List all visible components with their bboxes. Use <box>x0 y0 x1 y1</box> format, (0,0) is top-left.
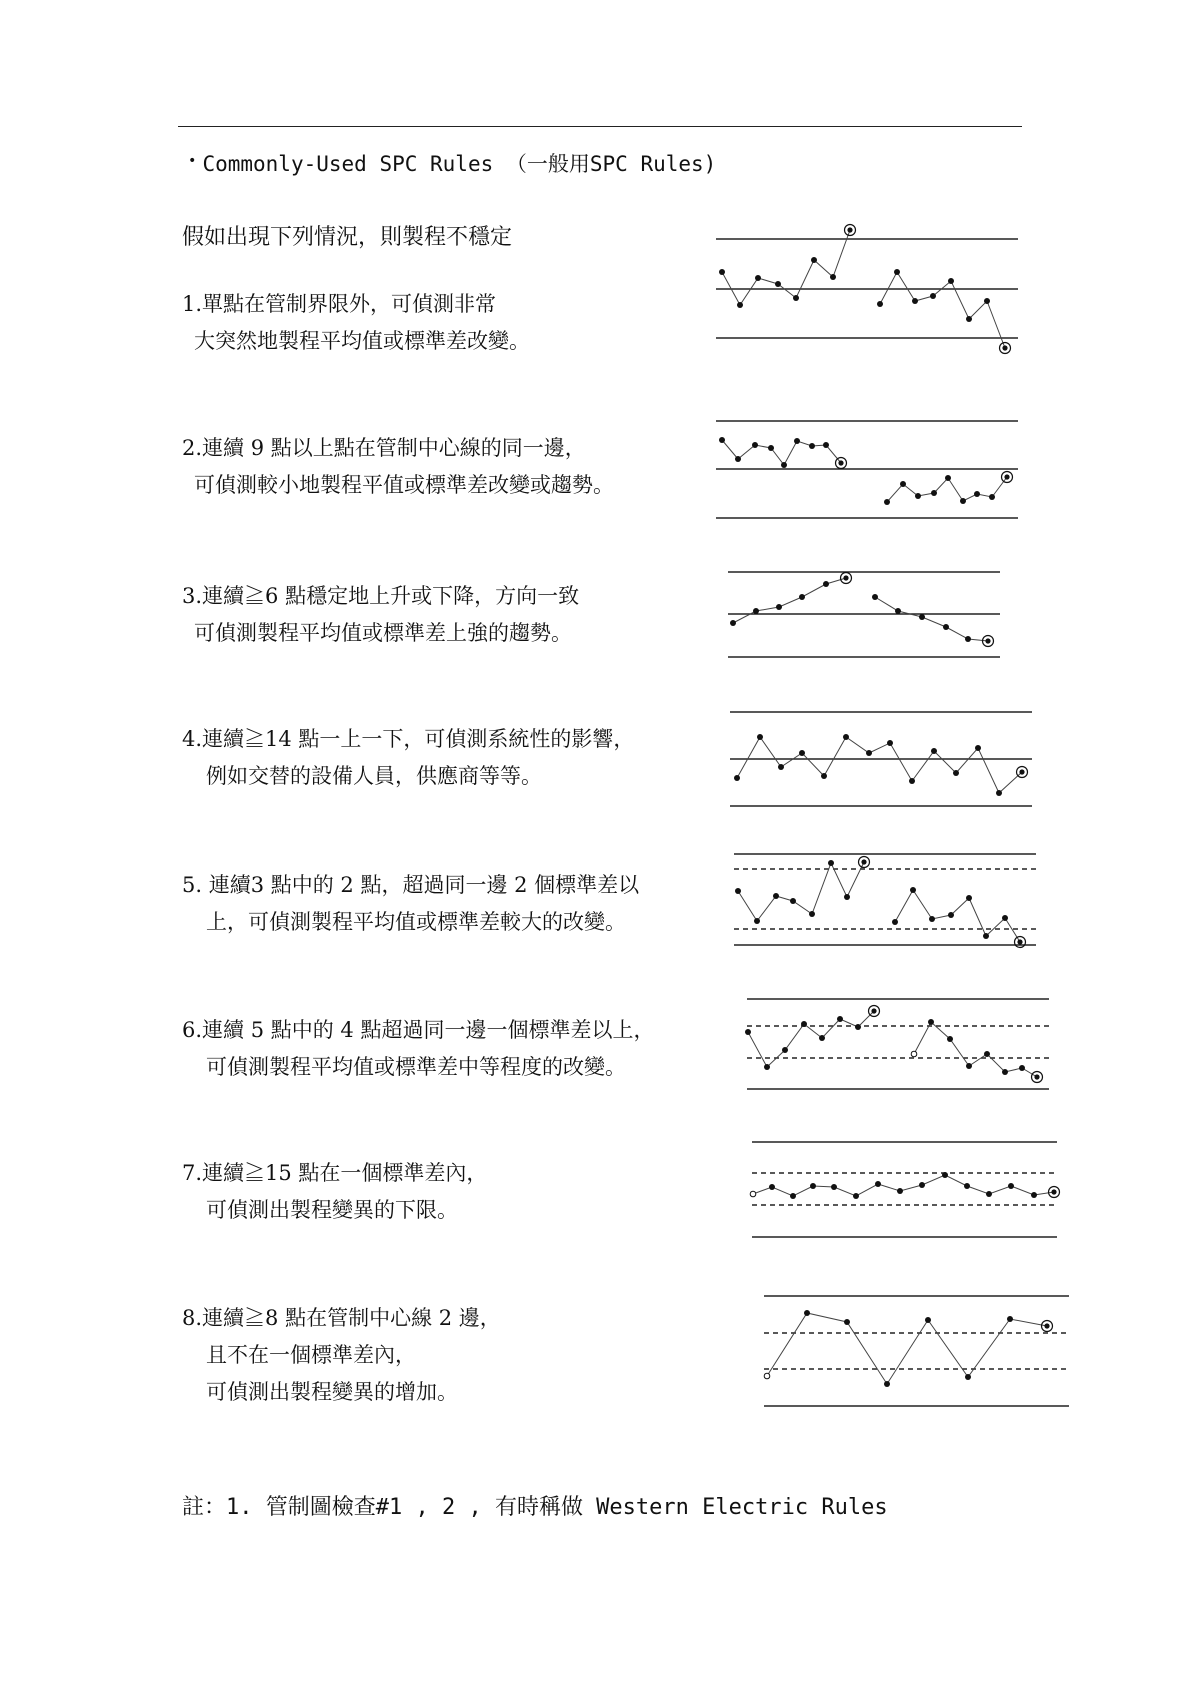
fig1-b-point <box>877 301 883 307</box>
fig2-b-point <box>884 499 890 505</box>
fig2-b-signal-ring <box>1002 472 1013 483</box>
fig6-a-point <box>855 1024 861 1030</box>
fig6-b-point <box>966 1063 972 1069</box>
fig5-b-line <box>895 890 1020 942</box>
rule-7-line1: 7.連續≧15 點在一個標準差內， <box>182 1161 488 1185</box>
fig8-point <box>844 1319 850 1325</box>
fig4-point <box>757 734 763 740</box>
fig1-a-point <box>737 302 743 308</box>
fig4-point <box>799 750 805 756</box>
fig8-line <box>767 1313 1047 1384</box>
fig3-b-signal-ring <box>983 636 994 647</box>
fig2-a-point <box>752 442 758 448</box>
fig5-a-point <box>809 911 815 917</box>
rule-8-line3: 可偵測出製程變異的增加。 <box>206 1380 458 1404</box>
fig1-b-point <box>966 316 972 322</box>
rule-8-line1: 8.連續≧8 點在管制中心線 2 邊， <box>182 1306 501 1330</box>
fig3-b-point <box>919 614 925 620</box>
fig2-a-point <box>768 445 774 451</box>
fig6-a-line <box>748 1011 874 1067</box>
fig3-a-signal-ring <box>841 573 852 584</box>
fig2-b-point <box>989 494 995 500</box>
rule-3-line1: 3.連續≧6 點穩定地上升或下降，方向一致 <box>182 584 580 608</box>
fig7-point <box>964 1183 970 1189</box>
fig7-point <box>986 1191 992 1197</box>
fig5-b-point <box>966 895 972 901</box>
fig3-a-point <box>823 581 829 587</box>
fig8-point <box>764 1373 770 1379</box>
rule-3-line2: 可偵測製程平均值或標準差上強的趨勢。 <box>194 621 572 645</box>
fig1-a-line <box>722 230 850 305</box>
fig1-b-point <box>930 293 936 299</box>
fig4-point <box>734 775 740 781</box>
fig7-point <box>750 1191 756 1197</box>
fig6-a-point <box>871 1008 876 1013</box>
fig6-b-point <box>911 1051 917 1057</box>
fig4-point <box>909 778 915 784</box>
fig5-b-point <box>910 887 916 893</box>
fig6-b-point <box>928 1019 934 1025</box>
fig8-point <box>1044 1323 1049 1328</box>
fig3-a-point <box>776 604 782 610</box>
fig2-b-point <box>931 490 937 496</box>
fig4-point <box>975 745 981 751</box>
fig8-signal-ring <box>1042 1321 1053 1332</box>
fig7-point <box>853 1193 859 1199</box>
fig4-signal-ring <box>1017 767 1028 778</box>
fig5-b-point <box>892 919 898 925</box>
fig3-a-point <box>753 608 759 614</box>
rule-2-line1: 2.連續 9 點以上點在管制中心線的同一邊， <box>182 436 586 460</box>
fig7-point <box>897 1188 903 1194</box>
fig2-b-point <box>915 493 921 499</box>
rule-6-line2: 可偵測製程平均值或標準差中等程度的改變。 <box>206 1055 626 1079</box>
fig5-b-signal-ring <box>1015 937 1026 948</box>
fig2-b-point <box>974 491 980 497</box>
footnote: 註：1. 管制圖檢查#1 , 2 , 有時稱做 Western Electric Rules <box>182 1495 888 1520</box>
fig3-a-point <box>730 620 736 626</box>
fig3-b-point <box>985 638 990 643</box>
fig1-a-point <box>755 275 761 281</box>
fig1-b-point <box>1002 345 1007 350</box>
fig3-b-point <box>895 608 901 614</box>
fig8-point <box>1007 1316 1013 1322</box>
fig5-a-line <box>738 862 864 921</box>
fig1-a-point <box>847 227 852 232</box>
fig3-a-point <box>843 575 848 580</box>
fig6-b-point <box>947 1036 953 1042</box>
fig1-b-point <box>894 269 900 275</box>
fig6-b-point <box>1002 1069 1008 1075</box>
fig7-point <box>831 1184 837 1190</box>
rule-5-text <box>182 867 639 941</box>
fig1-a-point <box>793 295 799 301</box>
fig3-b-point <box>943 624 949 630</box>
fig2-b-point <box>1004 474 1009 479</box>
fig3-a-point <box>799 594 805 600</box>
fig7-point <box>875 1181 881 1187</box>
fig6-b-point <box>984 1051 990 1057</box>
fig1-a-point <box>830 274 836 280</box>
fig5-b-point <box>948 912 954 918</box>
fig5-b-point <box>983 933 989 939</box>
fig4-point <box>843 734 849 740</box>
rule-8-line2: 且不在一個標準差內， <box>206 1343 416 1367</box>
rule-7-text <box>182 1155 487 1229</box>
fig7-point <box>810 1183 816 1189</box>
fig4-point <box>866 750 872 756</box>
rule-1-line2: 大突然地製程平均值或標準差改變。 <box>194 329 530 353</box>
rule-4-line2: 例如交替的設備人員，供應商等等。 <box>206 764 542 788</box>
rule-2-text <box>182 430 614 504</box>
fig2-a-point <box>735 456 741 462</box>
fig7-point <box>919 1182 925 1188</box>
rule-4-line1: 4.連續≧14 點一上一下，可偵測系統性的影響， <box>182 727 635 751</box>
rule-1-line1: 1.單點在管制界限外，可偵測非常 <box>182 292 497 316</box>
fig6-b-signal-ring <box>1032 1072 1043 1083</box>
fig4-line <box>737 737 1022 793</box>
fig5-a-point <box>735 888 741 894</box>
fig6-a-point <box>837 1016 843 1022</box>
intro-text: 假如出現下列情況，則製程不穩定 <box>182 225 513 250</box>
fig5-b-point <box>1017 939 1022 944</box>
fig8-point <box>804 1310 810 1316</box>
fig7-point <box>942 1172 948 1178</box>
heading-text: Commonly-Used SPC Rules （一般用SPC Rules) <box>202 152 717 176</box>
rule-2-line2: 可偵測較小地製程平值或標準差改變或趨勢。 <box>194 473 614 497</box>
fig1-a-point <box>775 281 781 287</box>
section-heading <box>188 148 716 178</box>
fig7-line <box>753 1175 1054 1196</box>
rule-1-text <box>182 286 530 360</box>
top-rule <box>178 126 1022 127</box>
fig1-a-point <box>719 269 725 275</box>
fig2-a-signal-ring <box>836 458 847 469</box>
fig4-point <box>953 770 959 776</box>
fig2-a-point <box>781 462 787 468</box>
fig1-a-signal-ring <box>845 225 856 236</box>
fig6-b-line <box>914 1022 1037 1077</box>
fig6-a-point <box>801 1021 807 1027</box>
fig3-b-point <box>872 594 878 600</box>
fig1-b-point <box>984 298 990 304</box>
fig6-a-point <box>782 1047 788 1053</box>
fig2-b-point <box>945 475 951 481</box>
bullet-icon: • <box>188 153 197 169</box>
fig6-b-point <box>1019 1065 1025 1071</box>
fig7-point <box>1031 1192 1037 1198</box>
fig3-b-point <box>965 636 971 642</box>
fig7-point <box>769 1184 775 1190</box>
fig1-a-point <box>811 257 817 263</box>
fig6-a-point <box>764 1064 770 1070</box>
fig5-a-point <box>754 918 760 924</box>
rule-5-line1: 5. 連續3 點中的 2 點，超過同一邊 2 個標準差以 <box>182 873 640 897</box>
fig5-b-point <box>1002 915 1008 921</box>
fig2-a-point <box>838 460 843 465</box>
fig3-b-line <box>875 597 988 641</box>
rule-8-text <box>182 1300 501 1411</box>
fig6-a-point <box>745 1029 751 1035</box>
rule-6-text <box>182 1012 654 1086</box>
fig8-point <box>925 1317 931 1323</box>
fig2-a-point <box>794 438 800 444</box>
fig7-point <box>1051 1189 1056 1194</box>
fig5-a-point <box>828 860 834 866</box>
rule-5-line2: 上，可偵測製程平均值或標準差較大的改變。 <box>206 910 626 934</box>
fig3-a-line <box>733 578 846 623</box>
fig2-b-point <box>960 498 966 504</box>
rule-4-text <box>182 721 634 795</box>
fig4-point <box>931 748 937 754</box>
fig8-point <box>884 1381 890 1387</box>
fig4-point <box>996 790 1002 796</box>
fig5-b-point <box>929 916 935 922</box>
fig1-b-line <box>880 272 1005 348</box>
fig2-a-point <box>823 442 829 448</box>
fig4-point <box>887 740 893 746</box>
fig7-point <box>1008 1183 1014 1189</box>
rule-3-text <box>182 578 579 652</box>
fig2-b-line <box>887 477 1007 502</box>
fig1-b-point <box>948 278 954 284</box>
rule-7-line2: 可偵測出製程變異的下限。 <box>206 1198 458 1222</box>
fig6-a-point <box>819 1035 825 1041</box>
fig2-a-point <box>719 437 725 443</box>
fig2-b-point <box>900 481 906 487</box>
fig5-a-point <box>844 894 850 900</box>
fig5-a-point <box>773 893 779 899</box>
fig2-a-line <box>722 440 841 465</box>
fig4-point <box>821 773 827 779</box>
fig4-point <box>778 764 784 770</box>
fig5-a-signal-ring <box>859 857 870 868</box>
fig5-a-point <box>790 898 796 904</box>
fig1-b-point <box>912 298 918 304</box>
fig7-point <box>790 1193 796 1199</box>
fig6-a-signal-ring <box>869 1006 880 1017</box>
fig8-point <box>965 1374 971 1380</box>
fig5-a-point <box>861 859 866 864</box>
fig1-b-signal-ring <box>1000 343 1011 354</box>
fig7-signal-ring <box>1049 1187 1060 1198</box>
fig2-a-point <box>809 443 815 449</box>
fig4-point <box>1019 769 1024 774</box>
fig6-b-point <box>1034 1074 1039 1079</box>
rule-6-line1: 6.連續 5 點中的 4 點超過同一邊一個標準差以上， <box>182 1018 655 1042</box>
